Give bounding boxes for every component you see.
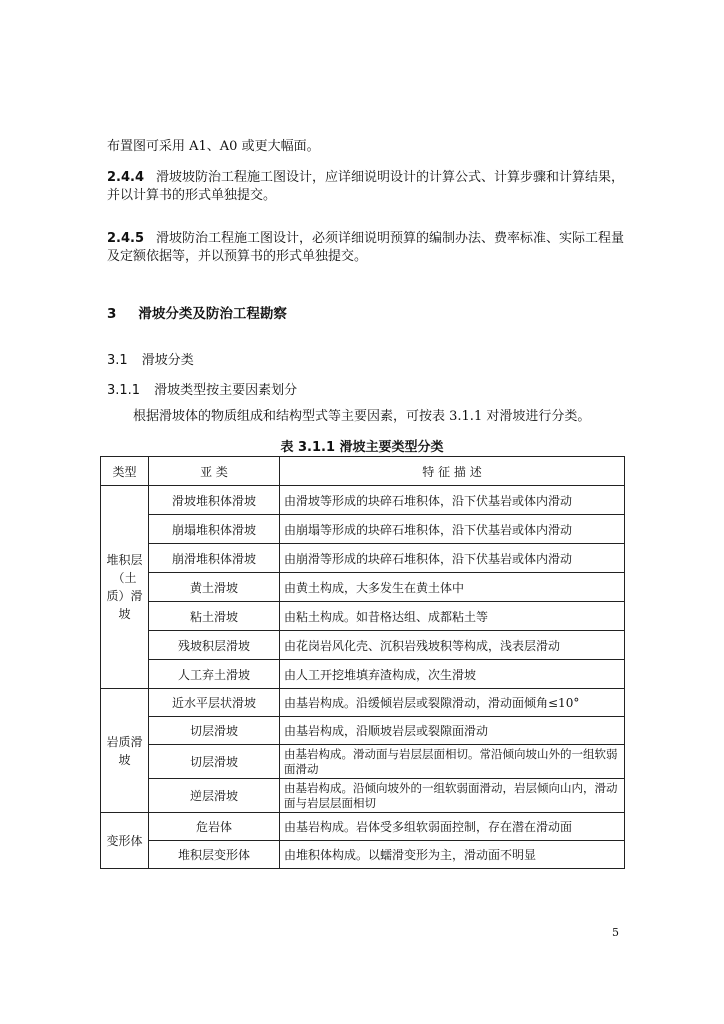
description-cell: 由基岩构成，沿顺坡岩层或裂隙面滑动 (280, 717, 625, 745)
description-cell: 由堆积体构成。以蠕滑变形为主，滑动面不明显 (280, 841, 625, 869)
description-cell: 由黄土构成，大多发生在黄土体中 (280, 573, 625, 602)
section-heading (107, 302, 287, 322)
subsection-title: 滑坡类型按主要因素划分 (154, 383, 298, 398)
section-title: 滑坡分类及防治工程勘察 (138, 306, 287, 322)
table-header-row (101, 457, 625, 486)
header-description: 特 征 描 述 (280, 457, 625, 486)
type-label: 变形体 (106, 834, 143, 848)
subtype-cell: 黄土滑坡 (149, 573, 280, 602)
subtype-cell: 崩滑堆积体滑坡 (149, 544, 280, 573)
header-subtype: 亚 类 (149, 457, 280, 486)
table-row (101, 660, 625, 689)
subtype-cell: 人工弃土滑坡 (149, 660, 280, 689)
table-row (101, 779, 625, 813)
description-cell: 由粘土构成。如昔格达组、成都粘土等 (280, 602, 625, 631)
description-cell: 由基岩构成。沿倾向坡外的一组软弱面滑动，岩层倾向山内，滑动面与岩层层面相切 (280, 779, 625, 813)
type-label: 堆积层（土质）滑坡 (106, 553, 143, 621)
clause-number: 2.4.4 (107, 170, 145, 185)
description-cell: 由人工开挖堆填弃渣构成，次生滑坡 (280, 660, 625, 689)
subtype-cell: 近水平层状滑坡 (149, 689, 280, 717)
table-row (101, 486, 625, 515)
table-row (101, 515, 625, 544)
table-row (101, 544, 625, 573)
subtype-cell: 粘土滑坡 (149, 602, 280, 631)
subtype-cell: 堆积层变形体 (149, 841, 280, 869)
page-number: 5 (612, 926, 619, 939)
subsection-number: 3.1.1 (107, 383, 141, 398)
description-cell: 由基岩构成。沿缓倾岩层或裂隙滑动，滑动面倾角≤10° (280, 689, 625, 717)
subsection-title: 滑坡分类 (141, 353, 194, 368)
subsection-number: 3.1 (107, 353, 128, 368)
subtype-cell: 崩塌堆积体滑坡 (149, 515, 280, 544)
section-number: 3 (107, 306, 117, 322)
table-caption: 表 3.1.1 滑坡主要类型分类 (280, 440, 444, 455)
table-intro: 根据滑坡体的物质组成和结构型式等主要因素，可按表 3.1.1 对滑坡进行分类。 (133, 409, 591, 424)
type-cell-rock (101, 689, 149, 813)
subtype-cell: 切层滑坡 (149, 717, 280, 745)
subtype-cell: 逆层滑坡 (149, 779, 280, 813)
type-cell-soil (101, 486, 149, 689)
clause-text: 滑坡防治工程施工图设计，必须详细说明预算的编制办法、费率标准、实际工程量及定额依据等，并以预算书的形式单独提交。 (107, 231, 625, 264)
header-type: 类型 (101, 457, 149, 486)
table-row (101, 689, 625, 717)
description-cell: 由滑坡等形成的块碎石堆积体，沿下伏基岩或体内滑动 (280, 486, 625, 515)
description-cell: 由基岩构成。岩体受多组软弱面控制，存在潜在滑动面 (280, 813, 625, 841)
clause-text: 滑坡坡防治工程施工图设计，应详细说明设计的计算公式、计算步骤和计算结果，并以计算书的形式单独提交。 (107, 170, 625, 203)
clause-2-4-5 (107, 230, 627, 266)
type-label: 岩质滑坡 (106, 734, 143, 767)
clause-number: 2.4.5 (107, 231, 145, 246)
table-row (101, 745, 625, 779)
table-row (101, 813, 625, 841)
table-row (101, 717, 625, 745)
description-cell: 由花岗岩风化壳、沉积岩残坡积等构成，浅表层滑动 (280, 631, 625, 660)
landslide-classification-table (100, 456, 625, 869)
table-row (101, 631, 625, 660)
clause-2-4-4 (107, 169, 627, 205)
subtype-cell: 危岩体 (149, 813, 280, 841)
subtype-cell: 滑坡堆积体滑坡 (149, 486, 280, 515)
table-row (101, 602, 625, 631)
paragraph-layout-format: 布置图可采用 A1、A0 或更大幅面。 (107, 139, 320, 154)
description-cell: 由基岩构成。滑动面与岩层层面相切。常沿倾向坡山外的一组软弱面滑动 (280, 745, 625, 779)
table-row (101, 841, 625, 869)
type-cell-deformation (101, 813, 149, 869)
subsection-3-1 (107, 349, 194, 368)
subsection-3-1-1 (107, 379, 297, 398)
table-row (101, 573, 625, 602)
subtype-cell: 切层滑坡 (149, 745, 280, 779)
description-cell: 由崩塌等形成的块碎石堆积体，沿下伏基岩或体内滑动 (280, 515, 625, 544)
subtype-cell: 残坡积层滑坡 (149, 631, 280, 660)
description-cell: 由崩滑等形成的块碎石堆积体，沿下伏基岩或体内滑动 (280, 544, 625, 573)
